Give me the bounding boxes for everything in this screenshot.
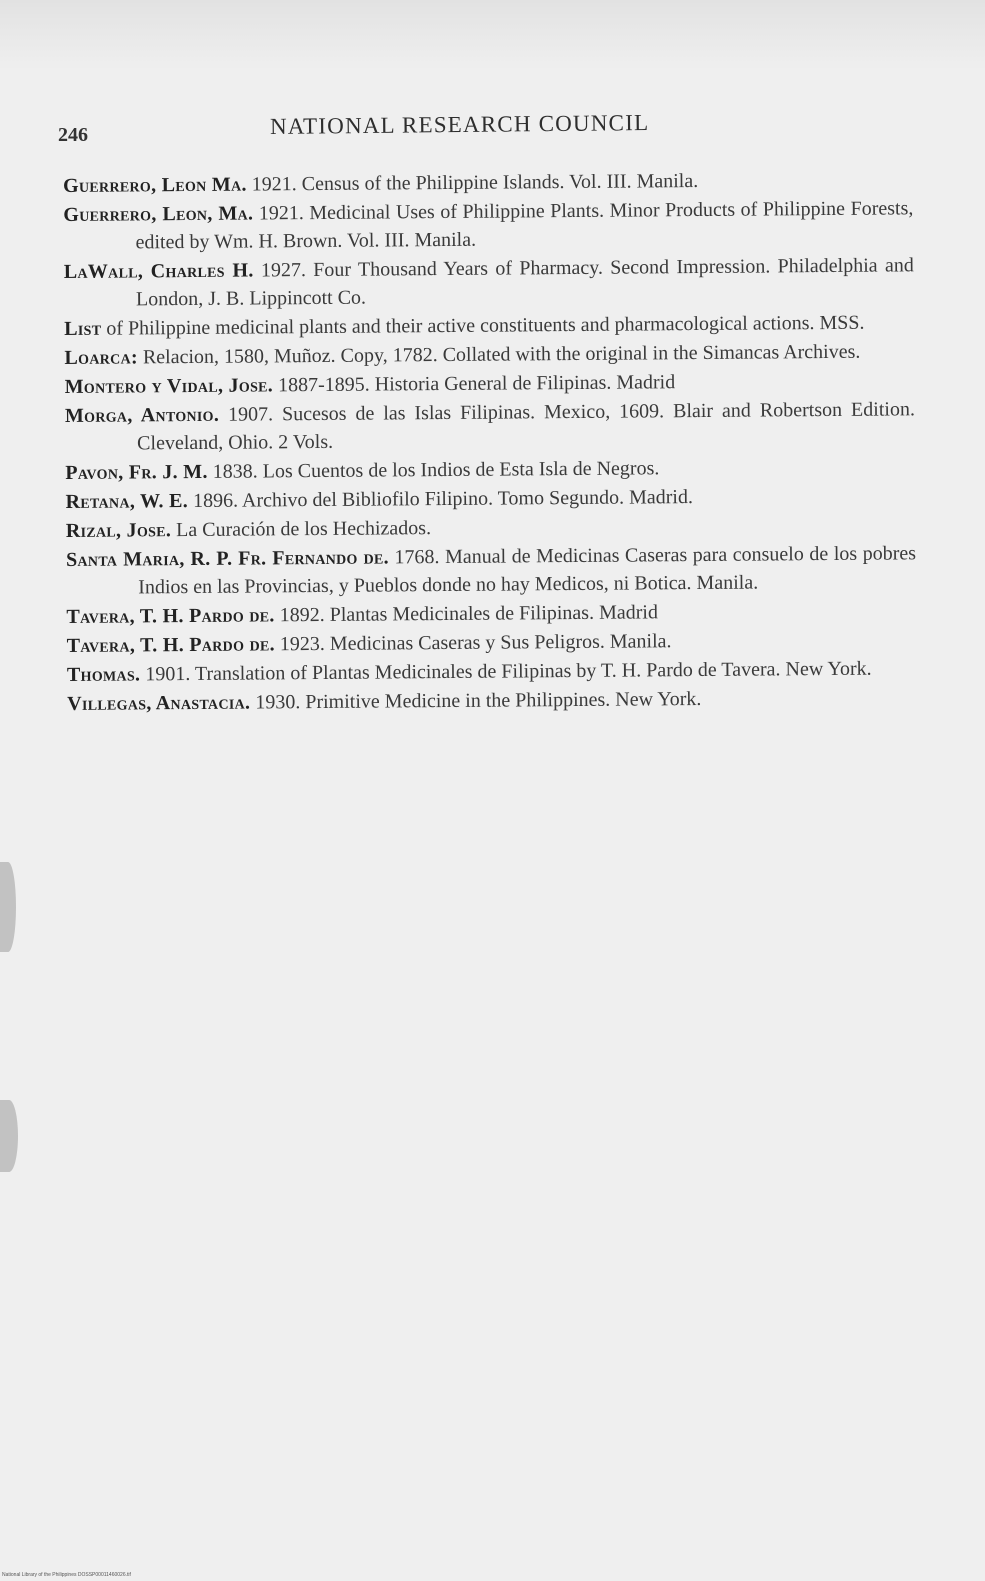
scan-credit: National Library of the Philippines DOSSP00011460026.tif	[2, 1572, 131, 1578]
reference-text: 1887-1895. Historia General de Filipinas. Madrid	[277, 371, 676, 397]
reference-text: 1768. Manual de Medicinas Caseras para consuelo de los pobres Indios en las Provincias, y Pueblos donde no hay Medicos, ni Botica. Manila.	[138, 542, 917, 599]
reference-author: Morga, Antonio.	[64, 403, 220, 427]
reference-text: 1901. Translation of Plantas Medicinales de Filipinas by T. H. Pardo de Tavera. New York.	[145, 657, 872, 686]
reference-text: 1838. Los Cuentos de los Indios de Esta Isla de Negros.	[212, 457, 660, 483]
reference-entry	[67, 683, 917, 718]
reference-author: Tavera, T. H. Pardo de.	[66, 604, 275, 628]
reference-author: Guerrero, Leon Ma.	[63, 173, 247, 197]
reference-text: 1930. Primitive Medicine in the Philippines. New York.	[255, 688, 702, 714]
reference-author: Thomas.	[66, 663, 141, 686]
reference-entry	[63, 194, 913, 257]
reference-text: 1907. Sucesos de las Islas Filipinas. Mexico, 1609. Blair and Robertson Edition. Cleveland, Ohio. 2 Vols.	[137, 398, 915, 455]
reference-text: Relacion, 1580, Muñoz. Copy, 1782. Collated with the original in the Simancas Archives.	[142, 340, 861, 369]
reference-text: 1896. Archivo del Bibliofilo Filipino. Tomo Segundo. Madrid.	[192, 486, 694, 512]
reference-author: Villegas, Anastacia.	[67, 691, 251, 715]
reference-author: Loarca:	[64, 346, 138, 369]
scan-shadow	[0, 0, 985, 70]
reference-author: Santa Maria, R. P. Fr. Fernando de.	[65, 546, 389, 571]
reference-list	[63, 165, 917, 719]
reference-text: 1921. Medicinal Uses of Philippine Plants. Minor Products of Philippine Forests, edited by Wm. H. Brown. Vol. III. Manila.	[135, 197, 914, 254]
reference-author: Retana, W. E.	[65, 490, 189, 513]
scan-blemish	[0, 862, 16, 952]
reference-text: 1927. Four Thousand Years of Pharmacy. Second Impression. Philadelphia and London, J. B. Lippincott Co.	[135, 254, 914, 311]
scan-blemish	[0, 1100, 18, 1172]
reference-author: LaWall, Charles H.	[63, 259, 254, 283]
reference-text: La Curación de los Hechizados.	[176, 517, 432, 542]
reference-author: Montero y Vidal, Jose.	[64, 374, 274, 398]
reference-entry	[66, 539, 916, 602]
reference-author: Guerrero, Leon, Ma.	[63, 202, 254, 226]
running-head: NATIONAL RESEARCH COUNCIL	[269, 110, 650, 139]
reference-entry	[65, 395, 915, 458]
reference-text: 1921. Census of the Philippine Islands. Vol. III. Manila.	[251, 170, 699, 196]
reference-text: 1923. Medicinas Caseras y Sus Peligros. Manila.	[279, 630, 672, 656]
reference-text: of Philippine medicinal plants and their active constituents and pharmacological actions. MSS.	[106, 311, 865, 340]
reference-author: Tavera, T. H. Pardo de.	[66, 633, 275, 657]
page-number: 246	[58, 124, 88, 146]
reference-author: Pavon, Fr. J. M.	[65, 460, 208, 484]
page-header	[58, 112, 918, 152]
reference-entry	[64, 251, 914, 314]
reference-author: Rizal, Jose.	[65, 519, 172, 542]
reference-text: 1892. Plantas Medicinales de Filipinas. Madrid	[279, 601, 659, 627]
reference-author: List	[64, 317, 102, 340]
